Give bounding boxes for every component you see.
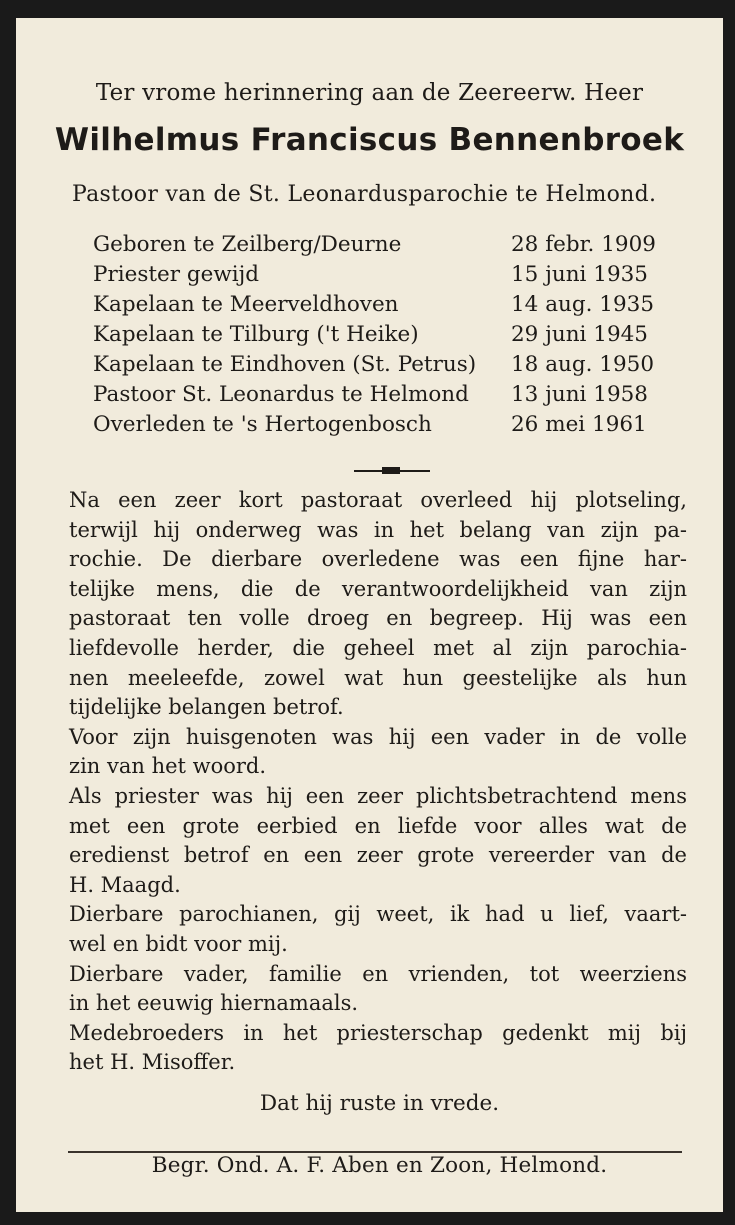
timeline-row <box>93 320 673 350</box>
timeline-row <box>93 260 673 290</box>
timeline-row <box>93 350 673 380</box>
eulogy-line: het H. Misoffer. <box>69 1050 236 1075</box>
timeline-date: 14 aug. 1935 <box>511 292 655 317</box>
timeline-date: 29 juni 1945 <box>511 322 648 347</box>
eulogy-line: Medebroeders in het priesterschap gedenkt mij bij <box>69 1020 687 1045</box>
eulogy-line: zin van het woord. <box>69 754 267 779</box>
eulogy-line: nen meeleefde, zowel wat hun geestelijke als hun <box>69 665 687 690</box>
life-timeline <box>93 230 673 440</box>
printer-credit: Begr. Ond. A. F. Aben en Zoon, Helmond. <box>151 1153 608 1178</box>
eulogy-line: tijdelijke belangen betrof. <box>69 695 344 720</box>
eulogy-line: Voor zijn huisgenoten was hij een vader in de volle <box>69 724 687 749</box>
timeline-date: 28 febr. 1909 <box>511 232 656 257</box>
timeline-event: Overleden te 's Hertogenbosch <box>93 412 432 437</box>
timeline-date: 13 juni 1958 <box>511 382 648 407</box>
timeline-event: Kapelaan te Tilburg ('t Heike) <box>93 322 419 347</box>
eulogy-line: Dierbare vader, familie en vrienden, tot weerziens <box>69 961 687 986</box>
memorial-card <box>16 18 723 1212</box>
eulogy-line: Als priester was hij een zeer plichtsbetrachtend mens <box>69 783 687 808</box>
eulogy-line: telijke mens, die de verantwoordelijkheid van zijn <box>69 576 687 601</box>
role-line: Pastoor van de St. Leonardusparochie te Helmond. <box>72 182 657 207</box>
timeline-date: 15 juni 1935 <box>511 262 648 287</box>
timeline-event: Geboren te Zeilberg/Deurne <box>93 232 402 257</box>
eulogy-line: H. Maagd. <box>69 872 181 897</box>
timeline-event: Priester gewijd <box>93 262 260 287</box>
eulogy-line: rochie. De dierbare overledene was een fijne har- <box>69 547 687 572</box>
eulogy-line: Dierbare parochianen, gij weet, ik had u lief, vaart- <box>69 902 687 927</box>
deceased-name: Wilhelmus Franciscus Bennenbroek <box>54 122 685 158</box>
eulogy-line: terwijl hij onderweg was in het belang van zijn pa- <box>69 517 687 542</box>
timeline-date: 26 mei 1961 <box>511 412 647 437</box>
eulogy-text <box>69 486 687 1078</box>
timeline-row <box>93 410 673 440</box>
timeline-event: Pastoor St. Leonardus te Helmond <box>93 382 469 407</box>
eulogy-line: eredienst betrof en een zeer grote vereerder van de <box>69 843 687 868</box>
closing-line: Dat hij ruste in vrede. <box>259 1091 500 1116</box>
timeline-date: 18 aug. 1950 <box>511 352 655 377</box>
timeline-event: Kapelaan te Meerveldhoven <box>93 292 399 317</box>
eulogy-line: pastoraat ten volle droeg en begreep. Hij was een <box>69 606 687 631</box>
timeline-row <box>93 380 673 410</box>
eulogy-line: in het eeuwig hiernamaals. <box>69 991 359 1016</box>
eulogy-line: met een grote eerbied en liefde voor alles wat de <box>69 813 687 838</box>
timeline-event: Kapelaan te Eindhoven (St. Petrus) <box>93 352 477 377</box>
intro-line: Ter vrome herinnering aan de Zeereerw. Heer <box>95 80 644 106</box>
eulogy-line: wel en bidt voor mij. <box>69 931 288 956</box>
timeline-row <box>93 290 673 320</box>
divider-ornament <box>340 467 438 475</box>
eulogy-line: Na een zeer kort pastoraat overleed hij plotseling, <box>69 488 687 512</box>
timeline-row <box>93 230 673 260</box>
eulogy-line: liefdevolle herder, die geheel met al zijn parochia- <box>69 635 687 660</box>
